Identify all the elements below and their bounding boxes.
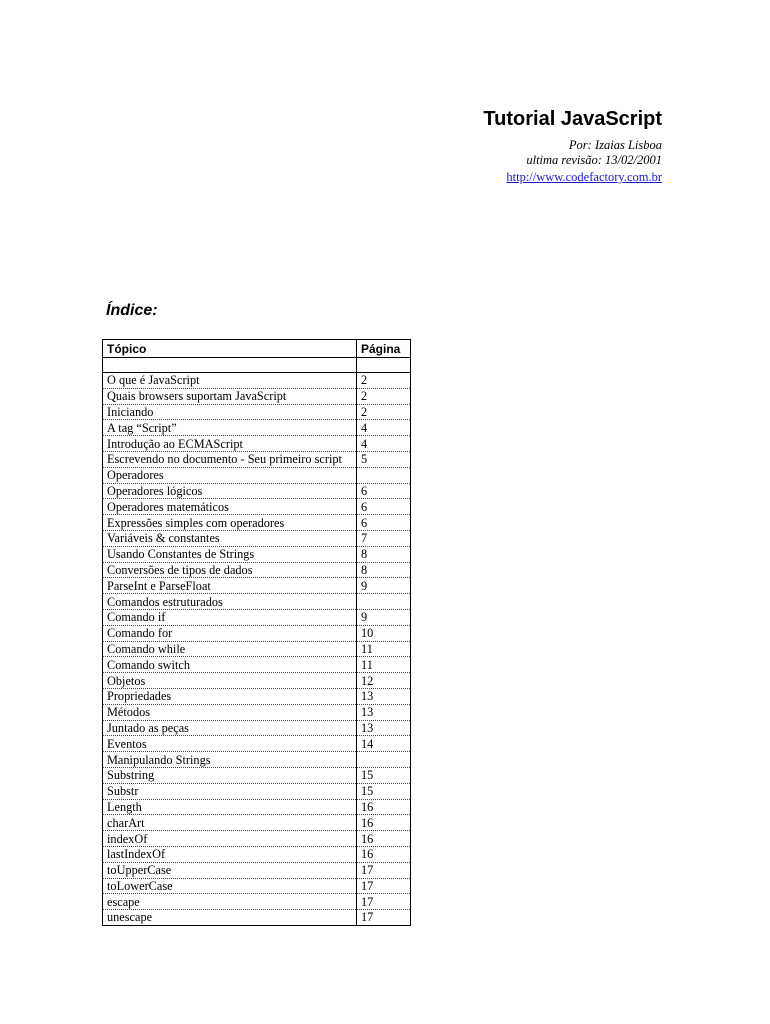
page-cell: 15 xyxy=(357,783,411,799)
page-cell: 6 xyxy=(357,515,411,531)
table-row xyxy=(103,657,411,673)
topic-cell: Eventos xyxy=(103,736,357,752)
table-row xyxy=(103,515,411,531)
spacer-cell xyxy=(103,358,357,373)
topic-cell: Operadores matemáticos xyxy=(103,499,357,515)
page-cell xyxy=(357,752,411,768)
page-cell: 16 xyxy=(357,815,411,831)
topic-cell: escape xyxy=(103,894,357,910)
topic-cell: toUpperCase xyxy=(103,862,357,878)
topic-cell: Juntado as peças xyxy=(103,720,357,736)
topic-cell: O que é JavaScript xyxy=(103,373,357,389)
column-header-page: Página xyxy=(357,340,411,358)
table-spacer-row xyxy=(103,358,411,373)
page-cell: 2 xyxy=(357,373,411,389)
table-row xyxy=(103,767,411,783)
table-row xyxy=(103,578,411,594)
topic-cell: Propriedades xyxy=(103,688,357,704)
table-row xyxy=(103,910,411,926)
table-row xyxy=(103,752,411,768)
page-cell: 7 xyxy=(357,530,411,546)
page-cell: 4 xyxy=(357,436,411,452)
table-row xyxy=(103,530,411,546)
table-row xyxy=(103,483,411,499)
page-cell: 6 xyxy=(357,483,411,499)
topic-cell: lastIndexOf xyxy=(103,846,357,862)
page-cell: 10 xyxy=(357,625,411,641)
topic-cell: Length xyxy=(103,799,357,815)
table-row xyxy=(103,688,411,704)
page-cell: 17 xyxy=(357,910,411,926)
page-cell: 11 xyxy=(357,641,411,657)
topic-cell: unescape xyxy=(103,910,357,926)
topic-cell: Comando while xyxy=(103,641,357,657)
website-link[interactable]: http://www.codefactory.com.br xyxy=(506,170,662,184)
table-row xyxy=(103,388,411,404)
page-cell xyxy=(357,467,411,483)
table-row xyxy=(103,451,411,467)
topic-cell: Comando switch xyxy=(103,657,357,673)
page-cell: 17 xyxy=(357,862,411,878)
topic-cell: Usando Constantes de Strings xyxy=(103,546,357,562)
topic-cell: A tag “Script” xyxy=(103,420,357,436)
topic-cell: Substr xyxy=(103,783,357,799)
table-row xyxy=(103,783,411,799)
table-row xyxy=(103,720,411,736)
table-row xyxy=(103,373,411,389)
table-row xyxy=(103,420,411,436)
page-cell: 17 xyxy=(357,878,411,894)
topic-cell: Operadores xyxy=(103,467,357,483)
page-cell: 17 xyxy=(357,894,411,910)
topic-cell: Comando if xyxy=(103,609,357,625)
page-cell: 8 xyxy=(357,562,411,578)
table-row xyxy=(103,878,411,894)
table-row xyxy=(103,831,411,847)
topic-cell: ParseInt e ParseFloat xyxy=(103,578,357,594)
table-row xyxy=(103,625,411,641)
page-cell: 15 xyxy=(357,767,411,783)
table-row xyxy=(103,436,411,452)
page-cell: 16 xyxy=(357,799,411,815)
topic-cell: Escrevendo no documento - Seu primeiro script xyxy=(103,451,357,467)
topic-cell: toLowerCase xyxy=(103,878,357,894)
page-cell: 6 xyxy=(357,499,411,515)
table-row xyxy=(103,594,411,610)
table-row xyxy=(103,815,411,831)
topic-cell: Operadores lógicos xyxy=(103,483,357,499)
topic-cell: indexOf xyxy=(103,831,357,847)
table-row xyxy=(103,404,411,420)
table-row xyxy=(103,546,411,562)
table-row xyxy=(103,499,411,515)
table-row xyxy=(103,609,411,625)
page-cell: 2 xyxy=(357,388,411,404)
topic-cell: Iniciando xyxy=(103,404,357,420)
table-row xyxy=(103,894,411,910)
table-row xyxy=(103,673,411,689)
author-line: Por: Izaias Lisboa xyxy=(568,138,662,152)
revision-line: ultima revisão: 13/02/2001 xyxy=(526,153,662,167)
topic-cell: Comandos estruturados xyxy=(103,594,357,610)
topic-cell: Conversões de tipos de dados xyxy=(103,562,357,578)
topic-cell: Objetos xyxy=(103,673,357,689)
page-cell: 12 xyxy=(357,673,411,689)
page-cell: 13 xyxy=(357,704,411,720)
topic-cell: Substring xyxy=(103,767,357,783)
page-cell: 8 xyxy=(357,546,411,562)
table-row xyxy=(103,704,411,720)
page-cell: 9 xyxy=(357,609,411,625)
index-heading: Índice: xyxy=(106,302,158,319)
page-cell: 13 xyxy=(357,720,411,736)
topic-cell: Manipulando Strings xyxy=(103,752,357,768)
page-cell: 4 xyxy=(357,420,411,436)
index-table xyxy=(102,339,411,926)
topic-cell: Comando for xyxy=(103,625,357,641)
document-title: Tutorial JavaScript xyxy=(483,108,662,130)
topic-cell: Métodos xyxy=(103,704,357,720)
page-cell: 16 xyxy=(357,831,411,847)
spacer-cell xyxy=(357,358,411,373)
document-header xyxy=(483,106,662,186)
table-row xyxy=(103,736,411,752)
table-row xyxy=(103,862,411,878)
index-table-header-row xyxy=(103,340,411,358)
table-row xyxy=(103,846,411,862)
page-cell: 14 xyxy=(357,736,411,752)
page-cell xyxy=(357,594,411,610)
table-row xyxy=(103,562,411,578)
table-row xyxy=(103,641,411,657)
column-header-topic: Tópico xyxy=(103,340,357,358)
table-row xyxy=(103,799,411,815)
page-cell: 5 xyxy=(357,451,411,467)
topic-cell: charArt xyxy=(103,815,357,831)
page-cell: 13 xyxy=(357,688,411,704)
topic-cell: Variáveis & constantes xyxy=(103,530,357,546)
page-cell: 16 xyxy=(357,846,411,862)
topic-cell: Expressões simples com operadores xyxy=(103,515,357,531)
page-cell: 9 xyxy=(357,578,411,594)
page-cell: 11 xyxy=(357,657,411,673)
table-row xyxy=(103,467,411,483)
topic-cell: Introdução ao ECMAScript xyxy=(103,436,357,452)
index-table-body xyxy=(103,358,411,926)
topic-cell: Quais browsers suportam JavaScript xyxy=(103,388,357,404)
page-cell: 2 xyxy=(357,404,411,420)
